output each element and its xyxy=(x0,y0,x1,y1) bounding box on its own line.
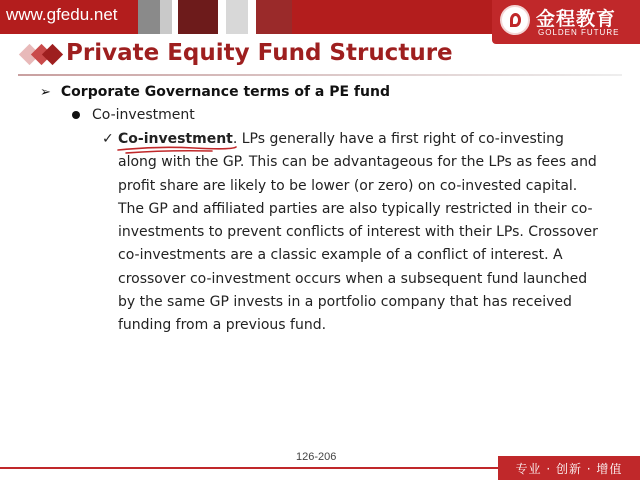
footer-bar xyxy=(0,456,640,480)
page-number: 126-206 xyxy=(296,451,337,463)
seal-icon xyxy=(500,5,530,35)
bullet-level-1-text: Corporate Governance terms of a PE fund xyxy=(60,84,390,100)
paragraph-line-9: funding from a previous fund. xyxy=(118,317,327,334)
title-divider xyxy=(18,74,622,76)
arrow-bullet-icon: ➢ xyxy=(40,84,51,100)
paragraph-line-3: profit share are likely to be lower (or zero) on co-invested capital. xyxy=(118,177,578,194)
paragraph-line-1: Co-investment. LPs generally have a first right of co-investing xyxy=(118,131,564,147)
diamond-bullets-icon xyxy=(18,43,62,67)
site-url: www.gfedu.net xyxy=(6,5,118,24)
paragraph-line-6: co-investments are a classic example of a conflict of interest. A xyxy=(118,247,563,264)
paragraph-line-8: by the same GP invests in a portfolio company that has received xyxy=(118,294,572,311)
paragraph-line-4: The GP and affiliated parties are also typically restricted in their co- xyxy=(118,200,593,217)
handwritten-underline xyxy=(116,144,238,156)
paragraph-line-5: investments to prevent conflicts of interest with their LPs. Crossover xyxy=(118,224,598,241)
brand-name-cn: 金程教育 xyxy=(536,8,617,30)
body-paragraph xyxy=(102,128,602,338)
brand-logo xyxy=(492,0,640,44)
brand-name-en: GOLDEN FUTURE xyxy=(538,28,620,37)
dot-bullet-icon xyxy=(72,111,80,119)
bullet-level-1 xyxy=(40,84,390,100)
keyword: Co-investment xyxy=(118,131,233,147)
checkmark-icon: ✓ xyxy=(102,131,114,147)
paragraph-line-2: along with the GP. This can be advantageous for the LPs as fees and xyxy=(118,154,597,171)
paragraph-line-7: crossover co-investment occurs when a subsequent fund launched xyxy=(118,270,588,287)
banner-decoration xyxy=(138,0,292,34)
bullet-level-2 xyxy=(72,107,195,123)
footer-slogan: 专业 · 创新 · 增值 xyxy=(498,456,640,480)
bullet-level-2-text: Co-investment xyxy=(92,107,195,123)
slide-title: Private Equity Fund Structure xyxy=(66,40,453,66)
